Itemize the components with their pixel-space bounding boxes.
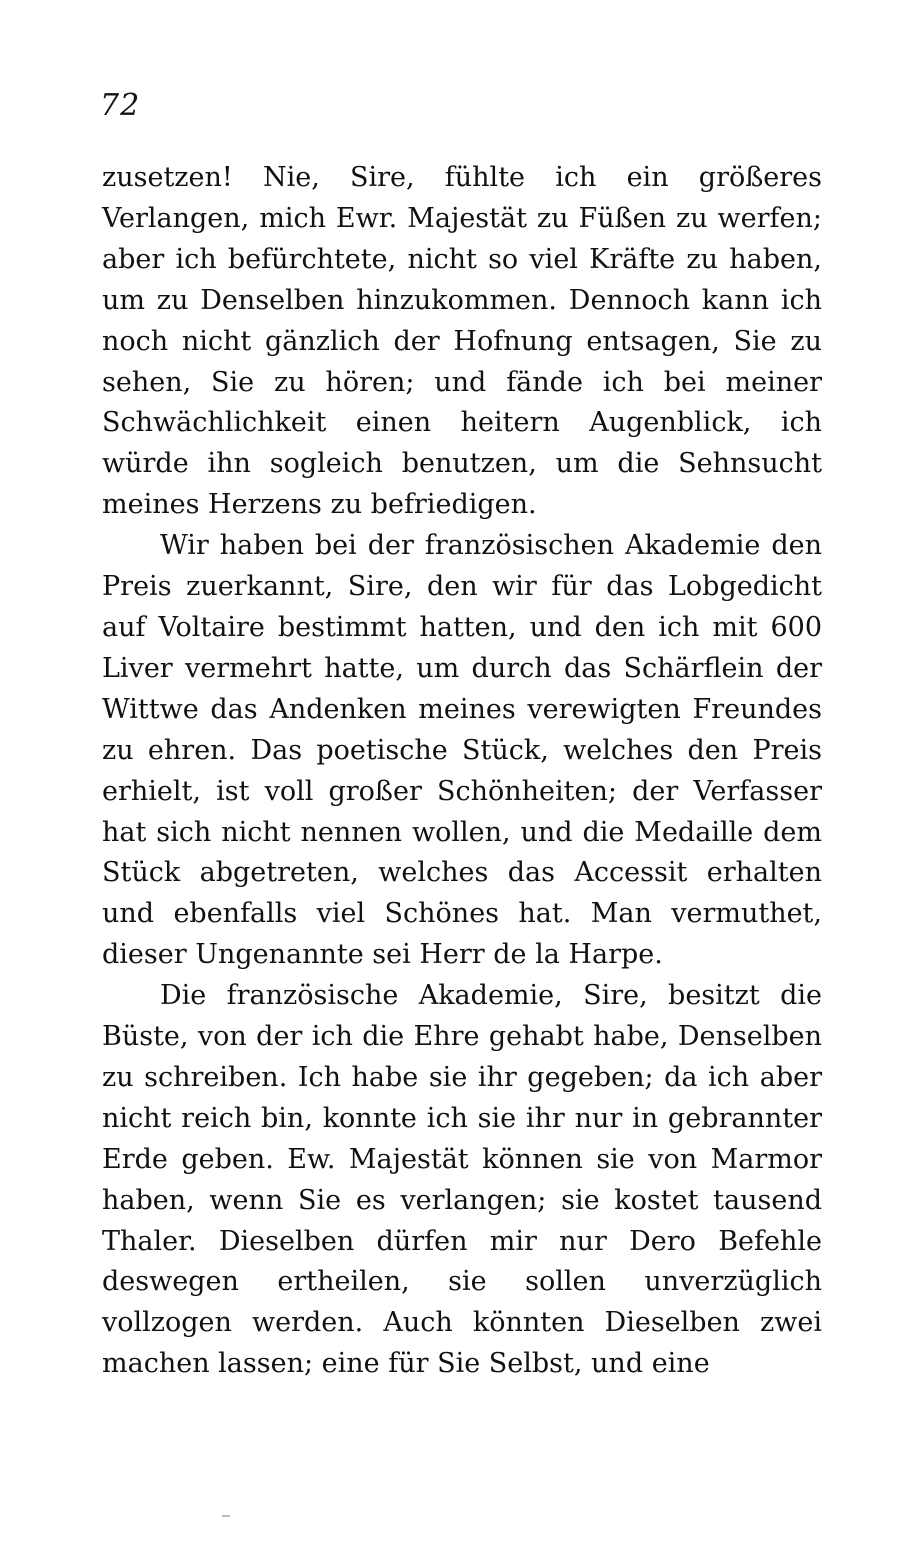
paragraph-1: zusetzen! Nie, Sire, fühlte ich ein größeres Verlangen, mich Ewr. Majestät zu Füßen zu werfen; aber ich befürchtete, nicht so viel Kräfte zu haben, um zu Denselben hinzukommen. Dennoch kann ich noch nicht gänzlich der Hofnung entsagen, Sie zu sehen, Sie zu hören; und fände ich bei meiner Schwächlichkeit einen heitern Augenblick, ich würde ihn sogleich benutzen, um die Sehnsucht meines Herzens zu befriedigen.	[102, 162, 822, 521]
page-number: 72	[100, 88, 141, 123]
paragraph-2: Wir haben bei der französischen Akademie den Preis zuerkannt, Sire, den wir für das Lobgedicht auf Voltaire bestimmt hatten, und den ich mit 600 Liver vermehrt hatte, um durch das Schärflein der Wittwe das Andenken meines verewigten Freundes zu ehren. Das poetische Stück, welches den Preis erhielt, ist voll großer Schönheiten; der Verfasser hat sich nicht nennen wollen, und die Medaille dem Stück abgetreten, welches das Accessit erhalten und ebenfalls viel Schönes hat. Man vermuthet, dieser Ungenannte sei Herr de la Harpe.	[102, 530, 822, 971]
print-speck	[222, 1515, 230, 1517]
body-text	[102, 158, 822, 1385]
paragraph-3: Die französische Akademie, Sire, besitzt die Büste, von der ich die Ehre gehabt habe, Denselben zu schreiben. Ich habe sie ihr gegeben; da ich aber nicht reich bin, konnte ich sie ihr nur in gebrannter Erde geben. Ew. Majestät können sie von Marmor haben, wenn Sie es verlangen; sie kostet tausend Thaler. Dieselben dürfen mir nur Dero Befehle deswegen ertheilen, sie sollen unverzüglich vollzogen werden. Auch könnten Dieselben zwei machen lassen; eine für Sie Selbst, und eine	[102, 980, 822, 1380]
